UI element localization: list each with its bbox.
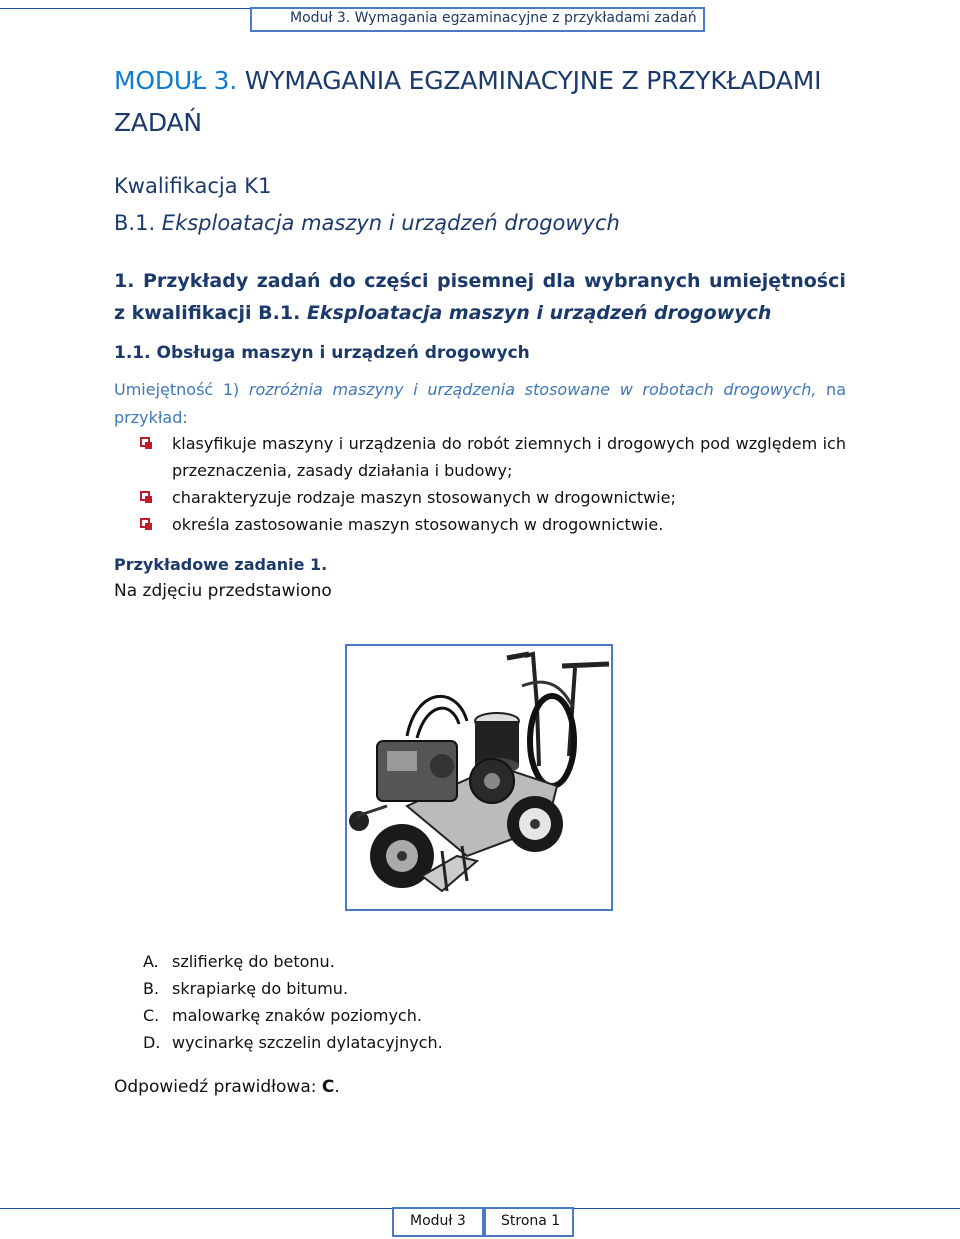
section-word: Przykłady	[142, 270, 249, 292]
section-word: umiejętności	[709, 270, 846, 292]
section-word: 1.	[114, 270, 135, 292]
answer-option	[143, 975, 443, 1002]
section-heading	[114, 265, 846, 329]
answer-letter: A.	[143, 952, 159, 971]
answer-text: wycinarkę szczelin dylatacyjnych.	[172, 1033, 443, 1052]
answer-option	[143, 1029, 443, 1056]
list-item	[138, 430, 846, 484]
square-bullet-icon	[140, 518, 150, 528]
section-word: dla	[542, 270, 576, 292]
footer-page-number: Strona 1	[501, 1213, 561, 1229]
answer-list	[143, 948, 443, 1056]
footer-rule-right	[574, 1208, 960, 1209]
answer-letter: C.	[143, 1006, 160, 1025]
correct-answer-value: C	[321, 1077, 335, 1097]
skill-prefix: Umiejętność 1)	[114, 380, 249, 399]
header-title: Moduł 3. Wymagania egzaminacyjne z przykładami zadań	[290, 10, 697, 26]
section-word: części	[364, 270, 429, 292]
answer-letter: D.	[143, 1033, 161, 1052]
list-item	[138, 484, 846, 511]
correct-answer-end: .	[334, 1077, 340, 1097]
page-title	[114, 60, 854, 144]
correct-answer	[114, 1077, 340, 1097]
section-word: wybranych	[584, 270, 701, 292]
section-heading-line1	[114, 265, 846, 297]
machine-photo	[345, 644, 613, 911]
section-heading-italic: Eksploatacja maszyn i urządzeń drogowych	[306, 302, 772, 324]
skill-italic: rozróżnia maszyny i urządzenia stosowane w robotach drogowych,	[248, 380, 817, 399]
correct-answer-label: Odpowiedź prawidłowa:	[114, 1077, 322, 1097]
answer-text: skrapiarkę do bitumu.	[172, 979, 349, 998]
header-rule	[0, 8, 250, 9]
qualification-code: B.1.	[114, 211, 156, 235]
qualification-label: Kwalifikacja K1	[114, 174, 272, 198]
task-title: Przykładowe zadanie 1.	[114, 555, 328, 574]
answer-text: szlifierkę do betonu.	[172, 952, 335, 971]
answer-text: malowarkę znaków poziomych.	[172, 1006, 422, 1025]
square-bullet-icon	[140, 437, 150, 447]
subsection-heading: 1.1. Obsługa maszyn i urządzeń drogowych	[114, 343, 530, 363]
footer-rule-left	[0, 1208, 392, 1209]
section-heading-line2	[114, 297, 846, 329]
list-item-text: określa zastosowanie maszyn stosowanych w drogownictwie.	[172, 515, 664, 534]
qualification-name	[114, 211, 620, 235]
footer-module: Moduł 3	[410, 1213, 466, 1229]
page-title-module: MODUŁ 3.	[114, 66, 238, 95]
answer-letter: B.	[143, 979, 160, 998]
qualification-title: Eksploatacja maszyn i urządzeń drogowych	[155, 211, 620, 235]
square-bullet-icon	[140, 491, 150, 501]
list-item	[138, 511, 846, 538]
line-marking-machine-illustration	[347, 646, 611, 909]
skill-description	[114, 376, 846, 432]
section-heading-prefix: z kwalifikacji B.1.	[114, 302, 307, 324]
answer-option	[143, 1002, 443, 1029]
section-word: pisemnej	[437, 270, 535, 292]
page-title-text: WYMAGANIA EGZAMINACYJNE Z PRZYKŁADAMI ZADAŃ	[114, 66, 822, 137]
list-item-text: klasyfikuje maszyny i urządzenia do robót ziemnych i drogowych pod względem ich przeznaczenia, zasady działania i budowy;	[172, 434, 846, 480]
answer-option	[143, 948, 443, 975]
section-word: zadań	[256, 270, 321, 292]
task-question: Na zdjęciu przedstawiono	[114, 581, 332, 601]
skill-suffix: na przykład:	[114, 380, 846, 427]
section-word: do	[329, 270, 356, 292]
list-item-text: charakteryzuje rodzaje maszyn stosowanych w drogownictwie;	[172, 488, 676, 507]
bullet-list	[138, 430, 846, 538]
